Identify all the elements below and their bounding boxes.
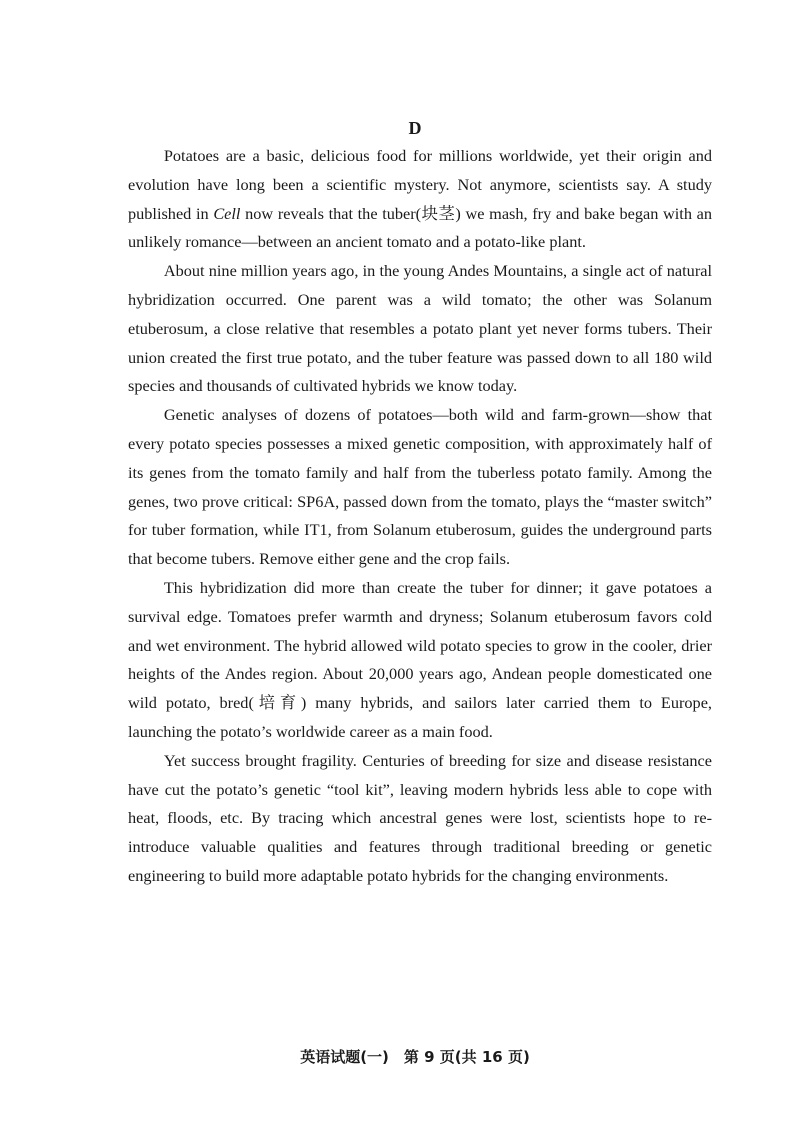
journal-name: Cell <box>213 203 241 223</box>
paragraph-1-part-a: Potatoes are a basic, delicious food for millions worldwide, yet their origin and evolution have long been a scientific mystery. Not anymore, scientists say. A study published in <box>128 146 712 223</box>
page-footer: 英语试题(一) 第 9 页(共 16 页) <box>300 1048 530 1066</box>
paragraph-3: Genetic analyses of dozens of potatoes—both wild and farm-grown—show that every potato species possesses a mixed genetic composition, with approximately half of its genes from the tomato family and half from the tuberless potato family. Among the genes, two prove critical: SP6A, passed down from the tomato, plays the “master switch” for tuber formation, while IT1, from Solanum etuberosum, guides the underground parts that become tubers. Remove either gene and the crop fails. <box>128 405 712 569</box>
paragraph-2: About nine million years ago, in the young Andes Mountains, a single act of natural hybridization occurred. One parent was a wild tomato; the other was Solanum etuberosum, a close relative that resembles a potato plant yet never forms tubers. Their union created the first true potato, and the tuber feature was passed down to all 180 wild species and thousands of cultivated hybrids we know today. <box>128 261 712 396</box>
paragraph-5: Yet success brought fragility. Centuries of breeding for size and disease resistance have cut the potato’s genetic “tool kit”, leaving modern hybrids less able to cope with heat, floods, etc. By tracing which ancestral genes were lost, scientists hope to re-introduce valuable qualities and features through traditional breeding or genetic engineering to build more adaptable potato hybrids for the changing environments. <box>128 750 712 885</box>
paragraph-1 <box>128 142 712 257</box>
paragraph-1-part-b: now reveals that the tuber(块茎) we mash, fry and bake began with an unlikely romance—between an ancient tomato and a potato-like plant. <box>128 203 712 252</box>
passage-body <box>128 142 712 891</box>
section-heading: D <box>408 118 422 138</box>
paragraph-4: This hybridization did more than create the tuber for dinner; it gave potatoes a survival edge. Tomatoes prefer warmth and dryness; Solanum etuberosum favors cold and wet environment. The hybrid allowed wild potato species to grow in the cooler, drier heights of the Andes region. About 20,000 years ago, Andean people domesticated one wild potato, bred(培育) many hybrids, and sailors later carried them to Europe, launching the potato’s worldwide career as a main food. <box>128 577 712 741</box>
